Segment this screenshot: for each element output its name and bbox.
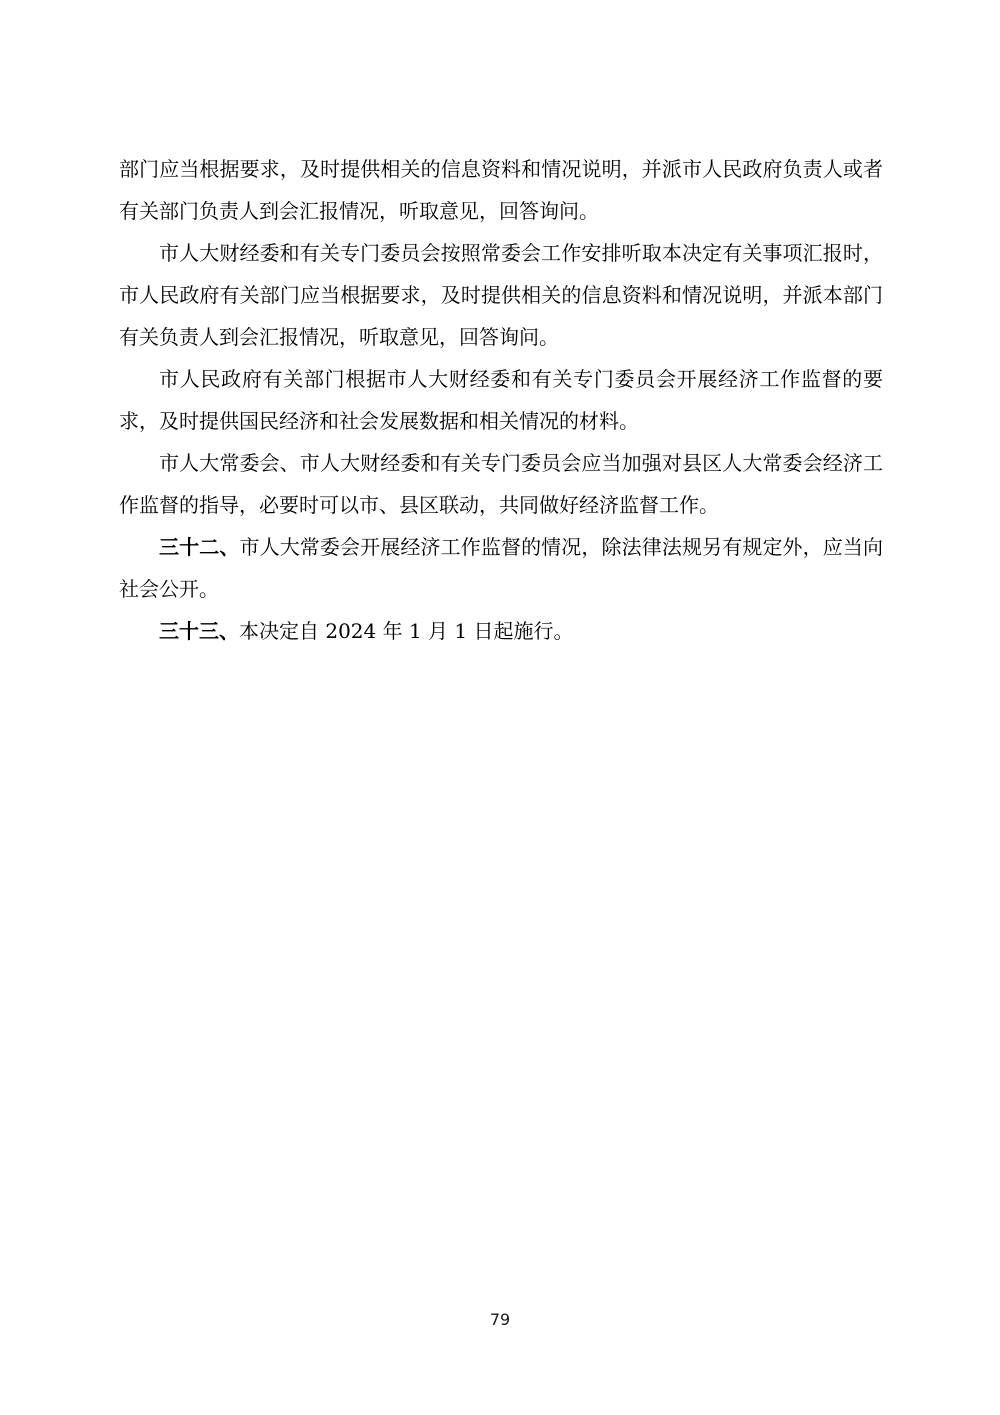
document-body	[119, 148, 883, 652]
clause-number: 三十三、	[159, 619, 239, 643]
paragraph	[119, 148, 883, 232]
paragraph	[119, 526, 883, 610]
paragraph	[119, 610, 883, 652]
clause-number: 三十二、	[159, 535, 240, 559]
paragraph	[119, 442, 883, 526]
paragraph	[119, 232, 883, 358]
paragraph-text: 市人大财经委和有关专门委员会按照常委会工作安排听取本决定有关事项汇报时，市人民政府有关部门应当根据要求，及时提供相关的信息资料和情况说明，并派本部门有关负责人到会汇报情况，听取意见，回答询问。	[119, 241, 883, 349]
paragraph-text: 市人大常委会开展经济工作监督的情况，除法律法规另有规定外，应当向社会公开。	[119, 535, 884, 601]
paragraph-text: 市人民政府有关部门根据市人大财经委和有关专门委员会开展经济工作监督的要求，及时提供国民经济和社会发展数据和相关情况的材料。	[119, 367, 883, 433]
page-number: 79	[489, 1310, 511, 1329]
paragraph-text: 本决定自 2024 年 1 月 1 日起施行。	[239, 619, 574, 643]
page-footer	[0, 1310, 1000, 1329]
paragraph	[119, 358, 883, 442]
paragraph-text: 部门应当根据要求，及时提供相关的信息资料和情况说明，并派市人民政府负责人或者有关部门负责人到会汇报情况，听取意见，回答询问。	[119, 157, 883, 223]
paragraph-text: 市人大常委会、市人大财经委和有关专门委员会应当加强对县区人大常委会经济工作监督的指导，必要时可以市、县区联动，共同做好经济监督工作。	[119, 451, 883, 517]
